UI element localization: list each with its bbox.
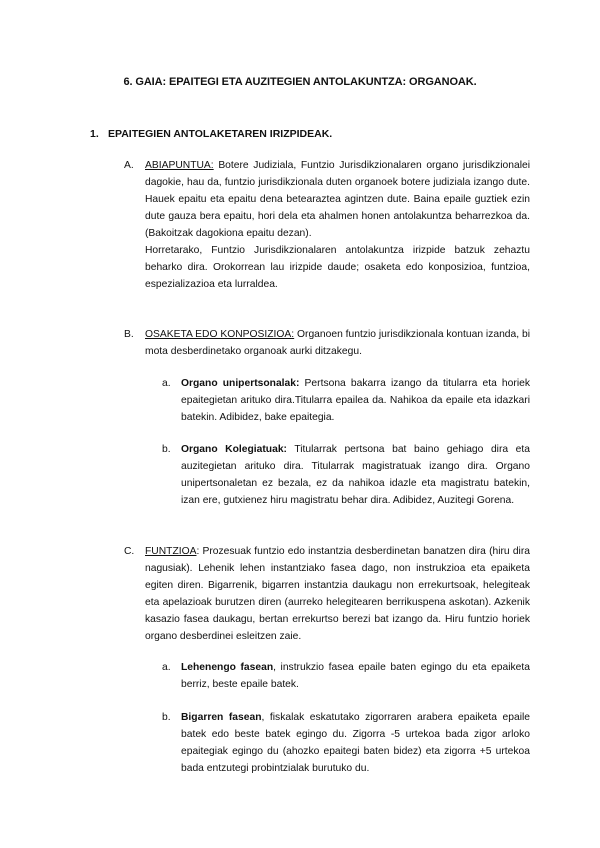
- list-item-description: Titularrak pertsona bat baino gehiago dira eta auzitegietan arituko dira. Titularrak magistratuak izango dira. Organo unipertsonaletan ez bezala, ez da nahikoa idazle eta magistratu batekin, izan ere, gutxienez hiru magistratu behar dira. Adibidez, Auzitegi Gorena.: [181, 444, 531, 506]
- subsection-c: [124, 543, 530, 645]
- subsection-b-paragraph: [145, 326, 530, 360]
- subsection-b-marker: B.: [124, 329, 134, 340]
- list-item-text: [181, 709, 530, 777]
- subsection-c-text: : Prozesuak funtzio edo instantzia desberdinetan banatzen dira (hiru dira nagusiak). Lehenik lehen instantziako fasea dago, non instrukzioa eta epaiketa egiten diren. Bigarrenik, bigarren instantzia daukagu non errekurtsoak, helegiteak eta apelazioak burutzen diren (aurreko helegitearen berrikuspena askotan). Azkenik kasazio fasea daukagu, bertan errekurtso berezi bat izango da. Hiru funtzio horiek organo desberdinei esleitzen zaie.: [145, 546, 530, 642]
- section-heading-text: EPAITEGIEN ANTOLAKETAREN IRIZPIDEAK.: [108, 128, 333, 140]
- subsection-a-paragraph-2: Horretarako, Funtzio Jurisdikzionalaren antolakuntza irizpide batzuk zehaztu beharko dira. Orokorrean lau irizpide daude; osaketa edo konposizioa, funtzioa, espezializazioa eta lurraldea.: [145, 245, 530, 290]
- subsection-b-item-b: [160, 441, 530, 509]
- list-marker: a.: [162, 662, 171, 673]
- list-item-description: , fiskalak eskatutako zigorraren arabera epaiketa epaile batek edo beste batek egingo du. Zigorra -5 urtekoa bada zigor arloko epaitegiak egingo du (ahozko epaitegi baten bidez) eta zigorra +5 urtekoa bada entzutegi probintzialak burutuko du.: [181, 712, 530, 774]
- list-marker: a.: [162, 378, 171, 389]
- subsection-c-item-b: [160, 709, 530, 777]
- subsection-b-term: OSAKETA EDO KONPOSIZIOA:: [145, 329, 295, 340]
- list-item-term: Organo Kolegiatuak:: [181, 444, 287, 455]
- subsection-a: [124, 157, 530, 293]
- subsection-a-text-1: Botere Judiziala, Funtzio Jurisdikzionalaren organo jurisdikzionalei dagokie, hau da, funtzio jurisdikzionala duten organoek botere judiziala izango dute. Hauek epaitu eta epaitu dena betearaztea agintzen dute. Baina epaile guztiek ezin dute gauza bera epaitu, hori dela eta ahalmen honen antolakuntza beharrezkoa da. (Bakoitzak dagokiona epaitu dezan).: [145, 160, 530, 239]
- subsection-c-marker: C.: [124, 546, 135, 557]
- list-item-text: [181, 441, 530, 509]
- list-item-text: [181, 659, 530, 693]
- subsection-b-text: Organoen funtzio jurisdikzionala kontuan izanda, bi mota desberdinetako organoak aurki ditzakegu.: [145, 329, 530, 357]
- subsection-c-term: FUNTZIOA: [145, 546, 197, 557]
- page-title: 6. GAIA: EPAITEGI ETA AUZITEGIEN ANTOLAKUNTZA: ORGANOAK.: [123, 76, 477, 88]
- list-item-text: [181, 375, 530, 426]
- section-number: 1.: [90, 128, 99, 140]
- subsection-c-paragraph: [145, 543, 530, 645]
- list-item-term: Lehenengo fasean: [181, 662, 274, 673]
- subsection-a-term: ABIAPUNTUA:: [145, 160, 214, 171]
- subsection-b-item-a: [160, 375, 530, 426]
- list-item-term: Bigarren fasean: [181, 712, 262, 723]
- list-marker: b.: [162, 444, 171, 455]
- list-marker: b.: [162, 712, 171, 723]
- list-item-description: Pertsona bakarra izango da titularra eta horiek epaitegietan arituko dira.Titularra epailea da. Nahikoa da epaile eta idazkari batekin. Adibidez, bake epaitegia.: [181, 378, 530, 423]
- subsection-c-item-a: [160, 659, 530, 693]
- subsection-a-paragraph-1: [145, 157, 530, 242]
- subsection-a-marker: A.: [124, 160, 134, 171]
- list-item-description: , instrukzio fasea epaile baten egingo du eta epaiketa berriz, beste epaile batek.: [181, 662, 531, 690]
- list-item-term: Organo unipertsonalak:: [181, 378, 300, 389]
- section-heading: [90, 127, 332, 141]
- subsection-b: [124, 326, 530, 360]
